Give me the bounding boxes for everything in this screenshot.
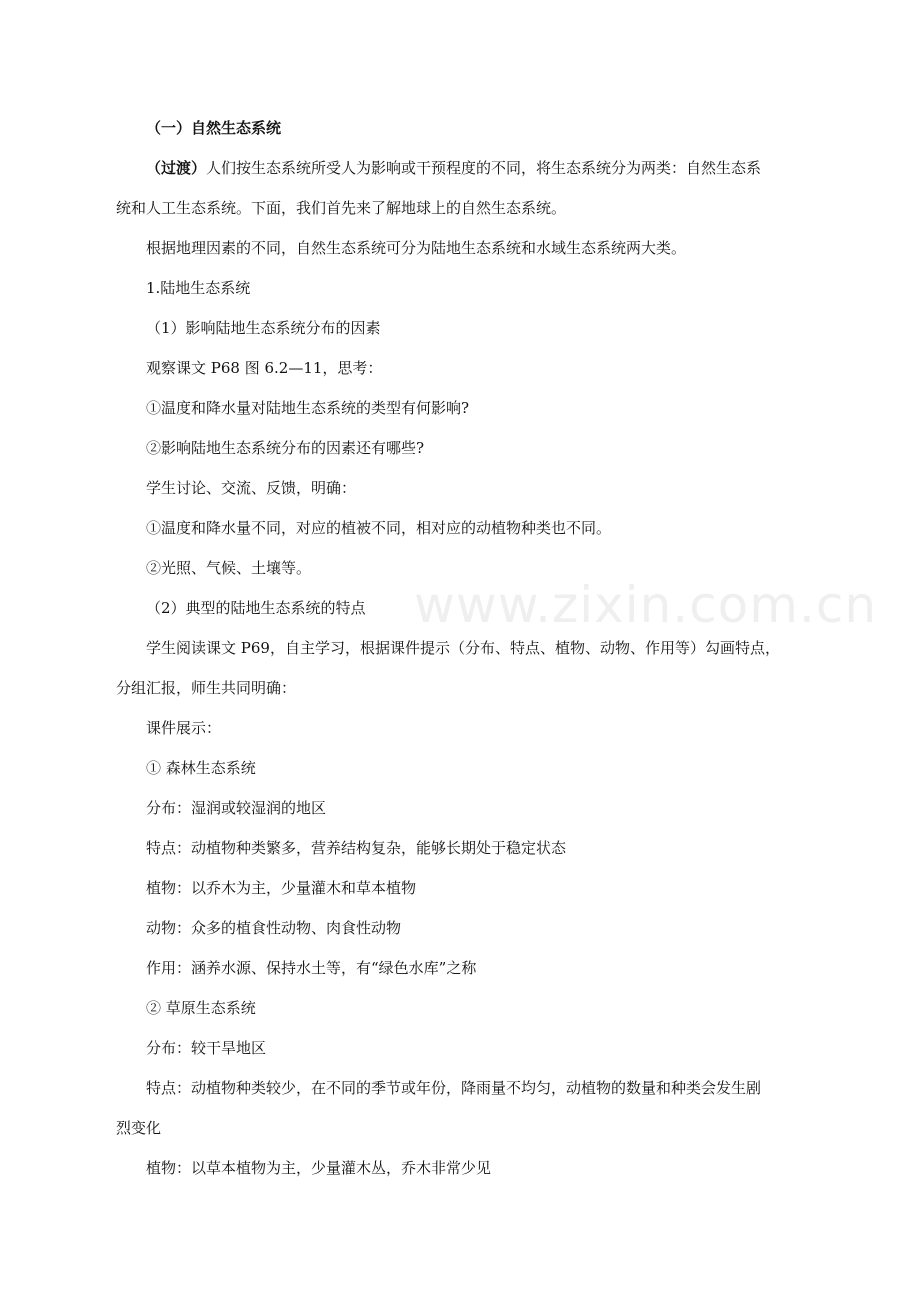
- intro-paragraph: 根据地理因素的不同，自然生态系统可分为陆地生态系统和水域生态系统两大类。: [146, 239, 687, 257]
- forest-function: 作用：涵养水源、保持水土等，有“绿色水库”之称: [146, 959, 477, 977]
- watermark: www.zixin.com.cn: [414, 576, 878, 634]
- forest-features: 特点：动植物种类繁多，营养结构复杂，能够长期处于稳定状态: [146, 839, 567, 857]
- reading-paragraph: [116, 628, 812, 708]
- answer-2: ②光照、气候、土壤等。: [146, 559, 312, 577]
- grassland-features-line-1: 特点：动植物种类较少，在不同的季节或年份，降雨量不均匀，动植物的数量和种类会发生剧: [146, 1079, 762, 1097]
- grassland-features-paragraph: [116, 1068, 812, 1148]
- observe-prompt: 观察课文 P68 图 6.2—11，思考：: [146, 359, 383, 377]
- courseware-heading: 课件展示：: [146, 719, 222, 737]
- grassland-distribution: 分布：较干旱地区: [146, 1039, 267, 1057]
- factors-heading: （1）影响陆地生态系统分布的因素: [146, 319, 381, 337]
- land-ecosystem-heading: 1.陆地生态系统: [146, 279, 251, 297]
- transition-line-2: 统和人工生态系统。下面，我们首先来了解地球上的自然生态系统。: [116, 199, 567, 217]
- grassland-title: ② 草原生态系统: [146, 999, 256, 1017]
- reading-line-1: 学生阅读课文 P69，自主学习，根据课件提示（分布、特点、植物、动物、作用等）勾画特点，: [146, 639, 780, 657]
- question-2: ②影响陆地生态系统分布的因素还有哪些?: [146, 439, 425, 457]
- grassland-plants: 植物：以草本植物为主，少量灌木丛，乔木非常少见: [146, 1159, 492, 1177]
- transition-label: （过渡）: [146, 159, 207, 177]
- answer-1: ①温度和降水量不同，对应的植被不同，相对应的动植物种类也不同。: [146, 519, 612, 537]
- question-1: ①温度和降水量对陆地生态系统的类型有何影响?: [146, 399, 470, 417]
- typical-ecosystems-heading: （2）典型的陆地生态系统的特点: [146, 599, 366, 617]
- discussion-prompt: 学生讨论、交流、反馈，明确：: [146, 479, 357, 497]
- forest-distribution: 分布：湿润或较湿润的地区: [146, 799, 327, 817]
- transition-line-1: [146, 148, 812, 188]
- forest-animals: 动物：众多的植食性动物、肉食性动物: [146, 919, 402, 937]
- document-body: [116, 108, 812, 1188]
- transition-paragraph: [116, 148, 812, 228]
- section-title: （一）自然生态系统: [146, 119, 282, 137]
- transition-text: 人们按生态系统所受人为影响或干预程度的不同，将生态系统分为两类：自然生态系: [206, 159, 762, 177]
- forest-plants: 植物：以乔木为主，少量灌木和草本植物: [146, 879, 417, 897]
- reading-line-2: 分组汇报，师生共同明确：: [116, 679, 297, 697]
- grassland-features-line-2: 烈变化: [116, 1119, 162, 1137]
- forest-title: ① 森林生态系统: [146, 759, 256, 777]
